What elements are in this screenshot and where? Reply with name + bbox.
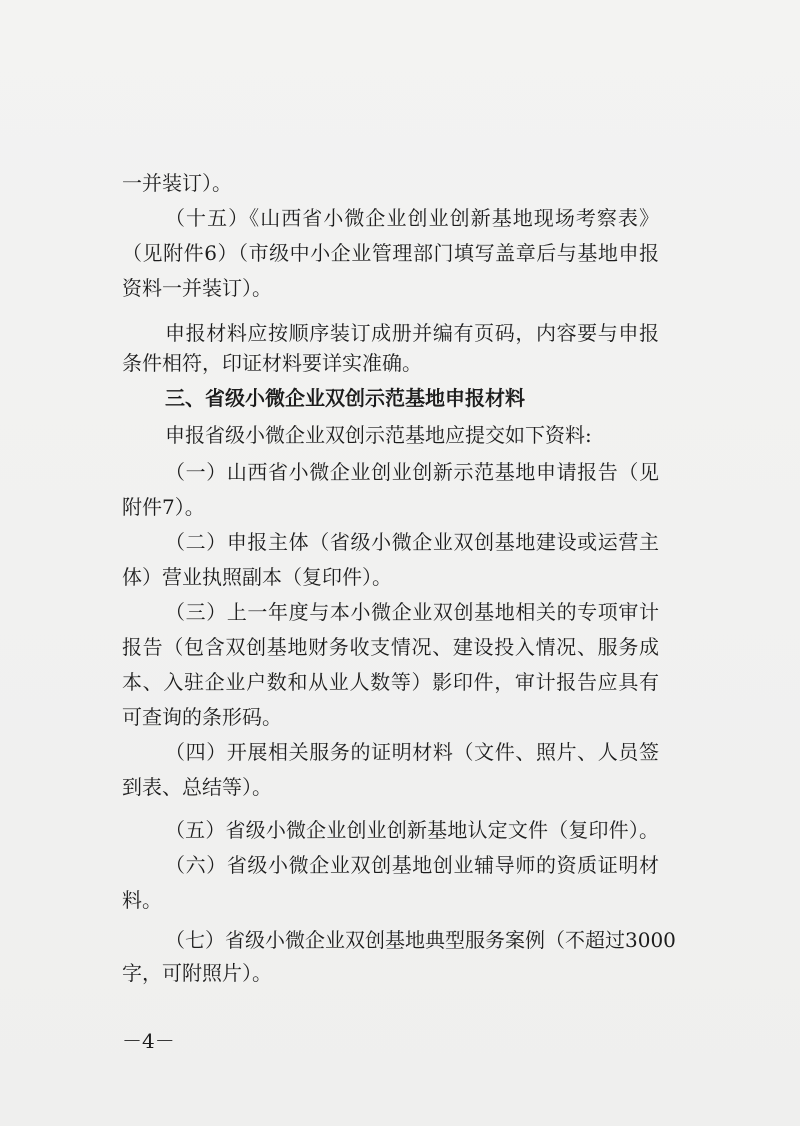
text-line: 一并装订）。 [122,171,232,195]
text-line: （三）上一年度与本小微企业双创基地相关的专项审计 [165,600,659,624]
text-line: （七）省级小微企业双创基地典型服务案例（不超过3000 [165,928,676,952]
text-line: （四）开展相关服务的证明材料（文件、照片、人员签 [165,740,659,764]
text-line: （五）省级小微企业创业创新基地认定文件（复印件）。 [165,818,659,842]
text-line: 附件7）。 [122,495,205,519]
text-line: 资料一并装订）。 [122,276,272,300]
text-line: 可查询的条形码。 [122,705,282,729]
text-line: 申报材料应按顺序装订成册并编有页码，内容要与申报 [165,321,659,345]
text-line: 本、入驻企业户数和从业人数等）影印件，审计报告应具有 [122,670,659,694]
text-line: （二）申报主体（省级小微企业双创基地建设或运营主 [165,530,659,554]
text-line: 料。 [122,888,162,912]
text-line: 申报省级小微企业双创示范基地应提交如下资料: [165,423,592,447]
page-number: －4－ [122,1029,175,1053]
text-line: （六）省级小微企业双创基地创业辅导师的资质证明材 [165,853,659,877]
text-line: 字，可附照片）。 [122,961,272,985]
text-line: 报告（包含双创基地财务收支情况、建设投入情况、服务成 [122,635,659,659]
section-heading: 三、省级小微企业双创示范基地申报材料 [165,386,525,410]
text-line: 条件相符，印证材料要详实准确。 [122,351,422,375]
text-line: 到表、总结等）。 [122,775,272,799]
text-line: 体）营业执照副本（复印件）。 [122,565,392,589]
text-line: （一）山西省小微企业创业创新示范基地申请报告（见 [165,460,659,484]
text-line: （见附件6）（市级中小企业管理部门填写盖章后与基地申报 [122,241,659,265]
text-line: （十五）《山西省小微企业创业创新基地现场考察表》 [165,206,659,230]
